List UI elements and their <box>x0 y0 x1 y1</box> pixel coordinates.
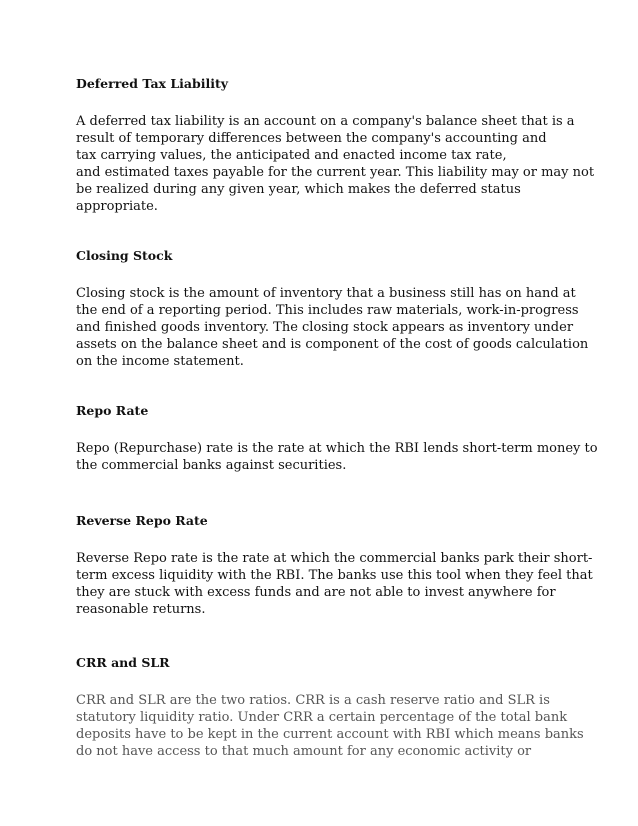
paragraph-line: Closing stock is the amount of inventory that a business still has on hand at <box>76 286 576 301</box>
paragraph-line: Repo (Repurchase) rate is the rate at which the RBI lends short-term money to <box>76 441 598 456</box>
paragraph-line: Reverse Repo rate is the rate at which the commercial banks park their short- <box>76 551 593 566</box>
section-heading: Closing Stock <box>76 248 173 263</box>
paragraph-line: A deferred tax liability is an account on a company's balance sheet that is a <box>76 114 575 129</box>
section-closing-stock <box>76 248 589 370</box>
paragraph-line: and estimated taxes payable for the current year. This liability may or may not <box>76 165 595 180</box>
section-heading: Reverse Repo Rate <box>76 513 208 528</box>
paragraph-line: assets on the balance sheet and is component of the cost of goods calculation <box>76 337 589 352</box>
paragraph-line: do not have access to that much amount for any economic activity or <box>76 744 532 759</box>
paragraph-line: reasonable returns. <box>76 602 206 617</box>
section-paragraph <box>76 285 589 370</box>
section-paragraph <box>76 550 593 618</box>
paragraph-line: CRR and SLR are the two ratios. CRR is a cash reserve ratio and SLR is <box>76 693 550 708</box>
paragraph-line: result of temporary differences between the company's accounting and <box>76 131 547 146</box>
paragraph-line: they are stuck with excess funds and are not able to invest anywhere for <box>76 585 556 600</box>
paragraph-line: be realized during any given year, which makes the deferred status <box>76 182 521 197</box>
paragraph-line: the end of a reporting period. This includes raw materials, work-in-progress <box>76 303 579 318</box>
section-repo-rate <box>76 403 598 474</box>
section-heading: CRR and SLR <box>76 655 170 670</box>
paragraph-line: term excess liquidity with the RBI. The banks use this tool when they feel that <box>76 568 593 583</box>
section-reverse-repo-rate <box>76 513 593 618</box>
section-deferred-tax-liability <box>76 76 595 215</box>
section-paragraph <box>76 692 584 760</box>
paragraph-line: the commercial banks against securities. <box>76 458 347 473</box>
section-paragraph <box>76 440 598 474</box>
section-paragraph <box>76 113 595 215</box>
section-heading: Deferred Tax Liability <box>76 76 229 91</box>
section-crr-and-slr <box>76 655 584 760</box>
paragraph-line: tax carrying values, the anticipated and enacted income tax rate, <box>76 148 507 163</box>
paragraph-line: appropriate. <box>76 199 158 214</box>
paragraph-line: deposits have to be kept in the current account with RBI which means banks <box>76 727 584 742</box>
paragraph-line: on the income statement. <box>76 354 244 369</box>
paragraph-line: and finished goods inventory. The closing stock appears as inventory under <box>76 320 574 335</box>
paragraph-line: statutory liquidity ratio. Under CRR a certain percentage of the total bank <box>76 710 568 725</box>
section-heading: Repo Rate <box>76 403 149 418</box>
